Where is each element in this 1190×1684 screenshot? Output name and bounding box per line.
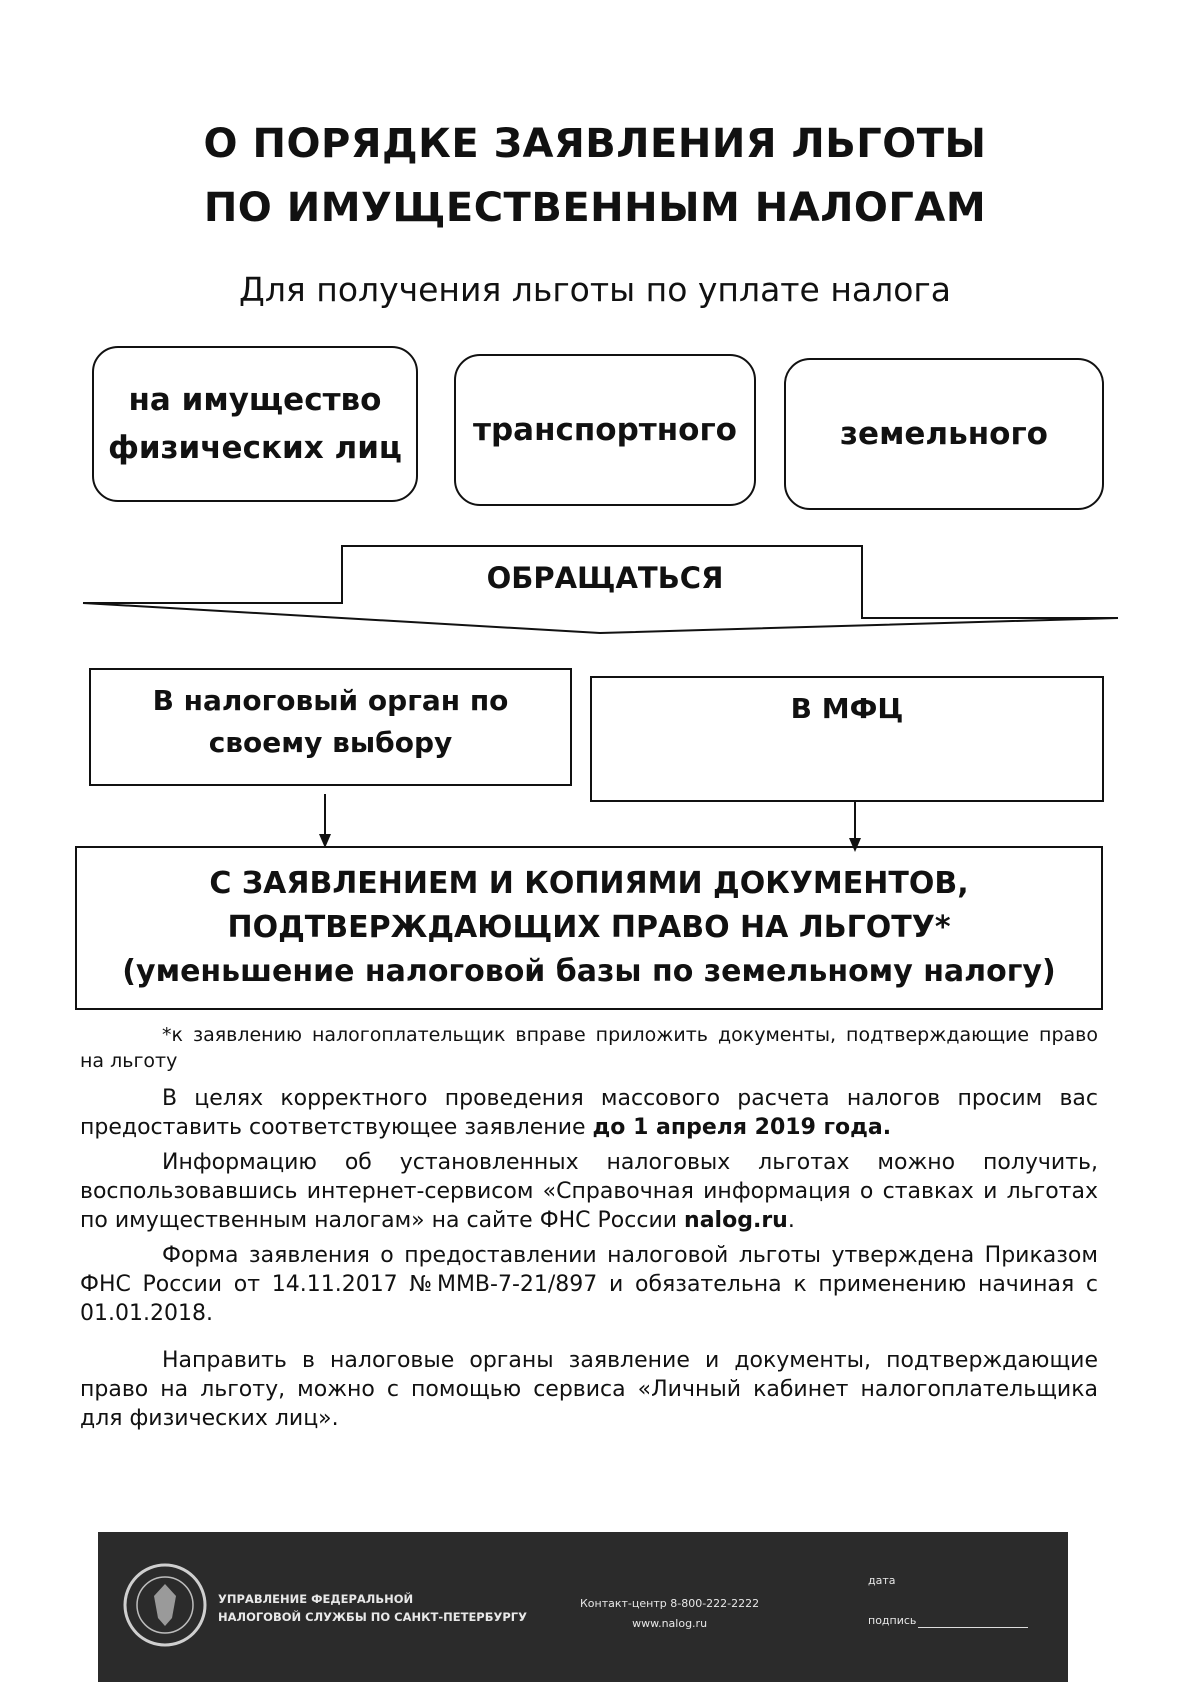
nalog-link[interactable]: nalog.ru [684, 1208, 788, 1233]
footnote: *к заявлению налогоплательщик вправе приложить документы, подтверждающие право на льготу [80, 1024, 1098, 1072]
page-title-line1: О ПОРЯДКЕ ЗАЯВЛЕНИЯ ЛЬГОТЫ [203, 121, 987, 167]
paragraph-form: Форма заявления о предоставлении налоговой льготы утверждена Приказом ФНС России от 14.11.2017 №ММВ-7-21/897 и обязательна к применению начиная с 01.01.2018. [80, 1243, 1098, 1326]
tax-box-land-label: земельного [840, 416, 1048, 452]
footer-contact [580, 1594, 759, 1634]
paragraph-info [80, 1148, 1098, 1235]
body-text [80, 1022, 1098, 1433]
page-title-line2: ПО ИМУЩЕСТВЕННЫМ НАЛОГАМ [203, 185, 987, 231]
fns-emblem-icon [120, 1560, 210, 1650]
tax-box-property-line1: на имущество [128, 382, 382, 418]
paragraph-cabinet: Направить в налоговые органы заявление и документы, подтверждающие право на льготу, можно с помощью сервиса «Личный кабинет налогоплательщика для физических лиц». [80, 1348, 1098, 1431]
paragraph-deadline-text: В целях корректного проведения массового расчета налогов просим вас предоставить соответствующее заявление [80, 1086, 1098, 1140]
where-box-mfc-label: В МФЦ [790, 692, 904, 725]
tax-box-transport-label: транспортного [473, 412, 737, 448]
footer-phone: Контакт-центр 8-800-222-2222 [580, 1597, 760, 1610]
footer-sign-label: подпись [868, 1614, 917, 1627]
paragraph-info-end: . [787, 1208, 795, 1233]
apply-label: ОБРАЩАТЬСЯ [486, 561, 724, 595]
where-box-tax-office-line2: своему выбору [208, 726, 453, 759]
footer-org-line2: НАЛОГОВОЙ СЛУЖБЫ ПО САНКТ-ПЕТЕРБУРГУ [218, 1610, 527, 1624]
documents-line3: (уменьшение налоговой базы по земельному налогу) [122, 954, 1056, 989]
documents-box [75, 846, 1103, 1010]
where-box-tax-office-line1: В налоговый орган по [152, 684, 509, 717]
footer-website[interactable]: www.nalog.ru [632, 1617, 708, 1630]
page-subtitle: Для получения льготы по уплате налога [239, 270, 951, 309]
footer-org-line1: УПРАВЛЕНИЕ ФЕДЕРАЛЬНОЙ [218, 1592, 414, 1606]
documents-line1: С ЗАЯВЛЕНИЕМ И КОПИЯМИ ДОКУМЕНТОВ, [209, 866, 969, 901]
tax-box-property-line2: физических лиц [108, 430, 402, 466]
footer-banner [98, 1532, 1068, 1682]
footer-organization [218, 1590, 527, 1626]
footer-sign-line [918, 1627, 1028, 1628]
paragraph-info-text: Информацию об установленных налоговых льготах можно получить, воспользовавшись интернет-сервисом «Справочная информация о ставках и льготах по имущественным налогам» на сайте ФНС России [80, 1150, 1098, 1233]
deadline-date: до 1 апреля 2019 года. [592, 1115, 892, 1140]
paragraph-deadline [80, 1084, 1098, 1142]
documents-line2: ПОДТВЕРЖДАЮЩИХ ПРАВО НА ЛЬГОТУ* [227, 910, 951, 945]
footer-date-label: дата [868, 1574, 896, 1587]
